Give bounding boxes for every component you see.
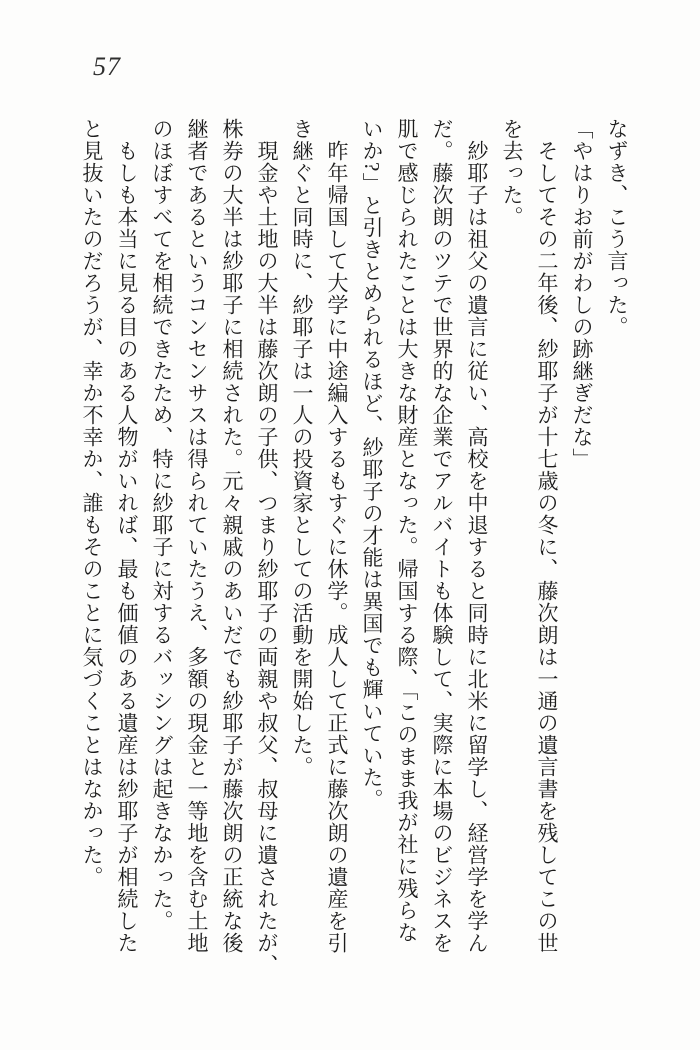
text-line-1: なずき、こう言った。 xyxy=(605,118,629,338)
text-line-12: 株券の大半は紗耶子に相続された。元々親戚のあいだでも紗耶子が藤次朗の正統な後 xyxy=(220,118,244,954)
page-text-block xyxy=(74,118,634,976)
text-line-13: 継者であるというコンセンサスは得られていたうえ、多額の現金と一等地を含む土地 xyxy=(185,118,209,954)
text-line-4: を去った。 xyxy=(500,118,524,228)
text-line-6: だ。藤次朗のツテで世界的な企業でアルバイトも体験して、実際に本場のビジネスを xyxy=(430,118,454,954)
page-number: 57 xyxy=(93,52,121,81)
text-line-5: 紗耶子は祖父の遺言に従い、高校を中退すると同時に北米に留学し、経営学を学ん xyxy=(465,118,489,954)
text-line-9: 昨年帰国して大学に中途編入するもすぐに休学。成人して正式に藤次朗の遺産を引 xyxy=(325,118,349,954)
text-line-16: と見抜いたのだろうが、幸か不幸か、誰もそのことに気づくことはなかった。 xyxy=(80,118,104,888)
text-line-10: き継ぐと同時に、紗耶子は一人の投資家としての活動を開始した。 xyxy=(290,118,314,778)
text-line-14: のほぼすべてを相続できたため、特に紗耶子に対するバッシングは起きなかった。 xyxy=(150,118,174,932)
text-line-7: 肌で感じられたことは大きな財産となった。帰国する際、「このまま我が社に残らな xyxy=(395,118,419,944)
text-line-8: いか?」と引きとめられるほど、紗耶子の才能は異国でも輝いていた。 xyxy=(360,118,384,811)
text-line-15: もしも本当に見る目のある人物がいれば、最も価値のある遺産は紗耶子が相続した xyxy=(115,118,139,954)
text-line-11: 現金や土地の大半は藤次朗の子供、つまり紗耶子の両親や叔父、叔母に遺されたが、 xyxy=(255,118,279,976)
text-line-2: 「やはりお前がわしの跡継ぎだな」 xyxy=(570,118,594,470)
text-line-3: そしてその二年後、紗耶子が十七歳の冬に、藤次朗は一通の遺言書を残してこの世 xyxy=(535,118,559,954)
